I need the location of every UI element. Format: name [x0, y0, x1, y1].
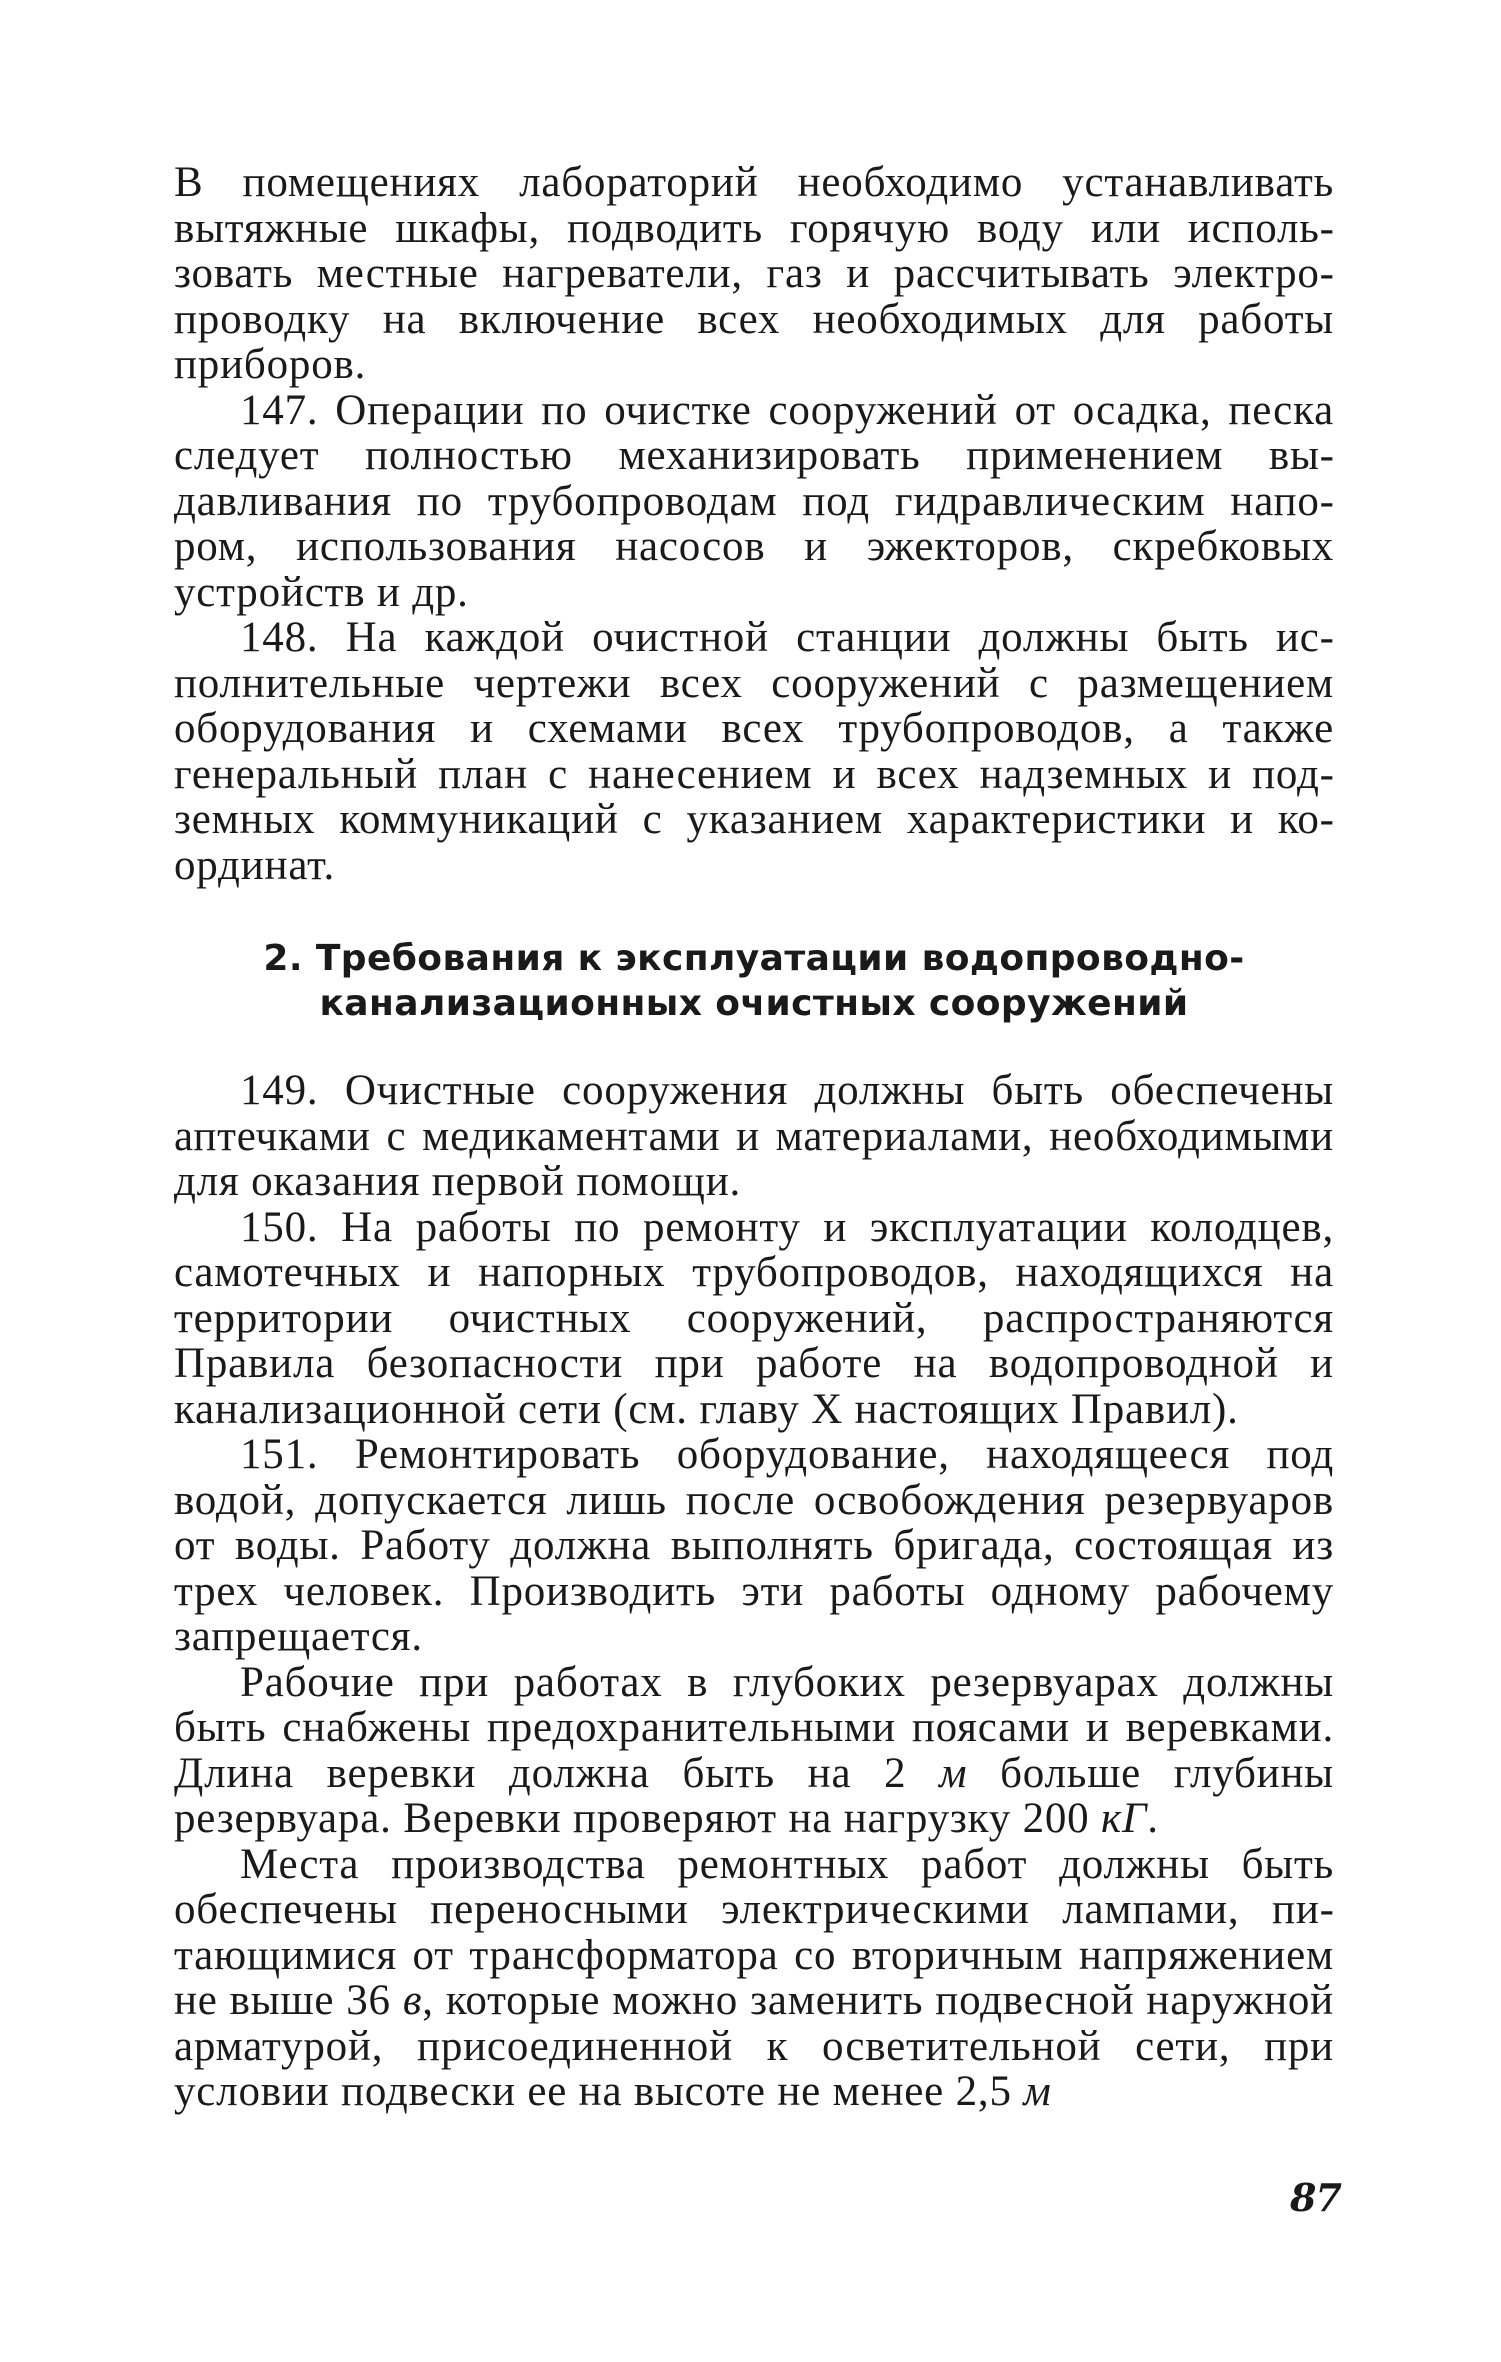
unit-volt: в — [402, 1977, 423, 2024]
paragraph-151: 151. Ремонтировать оборудование, находящееся под водой, допускается лишь после освобождения резервуаров от воды. Работу должна выполнять бригада, состоящая из трех человек. Производить эти работы одному рабочему запрещается. — [174, 1431, 1334, 1660]
places-text-a: Места производства ремонтных работ должны быть обеспечены переносными электрическими лампами, питающимися от трансформатора со вторичным напряжением не выше 36 — [174, 1840, 1334, 2024]
paragraph-149: 149. Очистные сооружения должны быть обеспечены аптечками с медикаментами и материалами, необходимыми для оказания первой помощи. — [174, 1067, 1334, 1205]
paragraph-laboratories: В помещениях лабораторий необходимо устанавливать вытяжные шкафы, подводить горячую воду или использовать местные нагреватели, газ и рассчитывать электропроводку на включение всех необходимых для работы приборов. — [174, 159, 1334, 388]
section-heading-line-1: 2. Требования к эксплуатации водопроводно- — [263, 938, 1245, 979]
paragraph-148: 148. На каждой очистной станции должны быть исполнительные чертежи всех сооружений с размещением оборудования и схемами всех трубопроводов, а также генеральный план с нанесением и всех надземных и подземных коммуникаций с указанием характеристики и координат. — [174, 614, 1334, 889]
places-text-b: , которые можно заменить подвесной наружной арматурой, присоединенной к осветительной сети, при условии подвески ее на высоте не менее 2,5 — [174, 1977, 1334, 2115]
page-number: 87 — [1290, 2175, 1341, 2220]
document-page — [174, 160, 1334, 2115]
workers-text-b: больше глубины резервуара. Веревки проверяют на нагрузку 200 — [174, 1749, 1334, 1842]
paragraph-147: 147. Операции по очистке сооружений от осадка, песка следует полностью механизировать применением выдавливания по трубопроводам под гидравлическим напором, использования насосов и эжекторов, скребковых устройств и др. — [174, 386, 1334, 616]
paragraph-workers-ropes — [174, 1660, 1334, 1842]
unit-meter-2: м — [1023, 2068, 1052, 2115]
section-heading — [174, 936, 1334, 1026]
unit-meter: м — [939, 1749, 968, 1797]
workers-text-c: . — [1147, 1795, 1159, 1842]
workers-text-a: Рабочие при работах в глубоких резервуарах должны быть снабжены предохранительными поясами и веревками. Длина веревки должна быть на 2 — [174, 1658, 1334, 1797]
paragraph-repair-lighting — [174, 1842, 1334, 2115]
paragraph-150: 150. На работы по ремонту и эксплуатации колодцев, самотечных и напорных трубопроводов, находящихся на территории очистных сооружений, распространяются Правила безопасности при работе на водопроводной и канализационной сети (см. главу X настоящих Правил). — [174, 1203, 1334, 1433]
section-heading-line-2: канализационных очистных сооружений — [319, 983, 1189, 1024]
unit-kilogram-force: кГ — [1101, 1795, 1148, 1842]
